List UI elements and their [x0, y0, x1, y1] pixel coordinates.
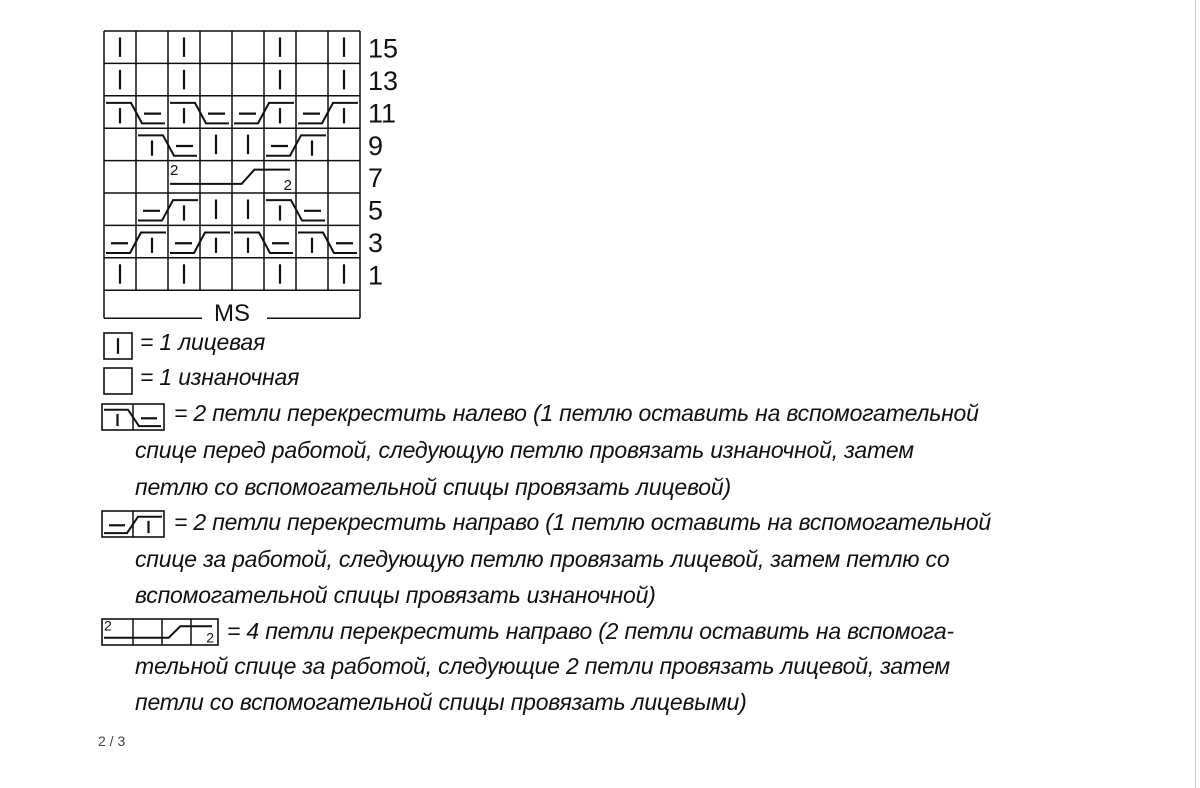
knitting-chart — [0, 0, 420, 330]
purl-symbol-icon — [102, 366, 134, 396]
row-number-label: 9 — [368, 130, 384, 161]
cable-4-icon — [100, 617, 222, 647]
row-number-label: 1 — [368, 260, 384, 291]
row-number-label: 15 — [368, 33, 399, 64]
scrollbar-edge — [1195, 0, 1196, 788]
legend-cable4-2: тельной спице за работой, следующие 2 петли провязать лицевой, затем — [135, 653, 950, 679]
cable-count-label: 2 — [104, 617, 112, 634]
legend-right-cross-2: спице за работой, следующую петлю провязать лицевой, затем петлю со — [135, 546, 950, 572]
knit-symbol-icon — [102, 331, 134, 361]
legend-cable4-1: = 4 петли перекрестить направо (2 петли оставить на вспомога- — [227, 618, 954, 644]
right-cross-icon — [100, 509, 166, 539]
legend-box — [104, 368, 132, 394]
legend-left-cross-1: = 2 петли перекрестить налево (1 петлю оставить на вспомогательной — [174, 400, 979, 426]
legend-right-cross-3: вспомогательной спицы провязать изнаночной) — [135, 582, 656, 608]
legend-left-cross-2: спице перед работой, следующую петлю провязать изнаночной, затем — [135, 437, 914, 463]
legend-purl: = 1 изнаночная — [140, 364, 300, 390]
legend-right-cross-1: = 2 петли перекрестить направо (1 петлю оставить на вспомогательной — [174, 509, 992, 535]
cable-count-label: 2 — [206, 629, 214, 646]
legend-cable4-3: петли со вспомогательной спицы провязать лицевыми) — [135, 689, 747, 715]
page-indicator: 2 / 3 — [98, 733, 126, 749]
cable-4-line — [104, 626, 212, 637]
cable-4-line — [170, 170, 290, 184]
legend-left-cross-3: петлю со вспомогательной спицы провязать лицевой) — [135, 474, 731, 500]
row-number-label: 5 — [368, 195, 384, 226]
cable-count-label: 2 — [170, 162, 179, 180]
legend-box — [102, 619, 218, 645]
row-number-label: 11 — [368, 98, 397, 129]
cable-count-label: 2 — [283, 176, 292, 194]
legend-knit: = 1 лицевая — [140, 329, 266, 355]
row-number-label: 3 — [368, 227, 384, 258]
row-number-label: 7 — [368, 163, 384, 194]
repeat-label: MS — [214, 300, 250, 328]
left-cross-icon — [100, 402, 166, 432]
row-number-label: 13 — [368, 65, 399, 96]
